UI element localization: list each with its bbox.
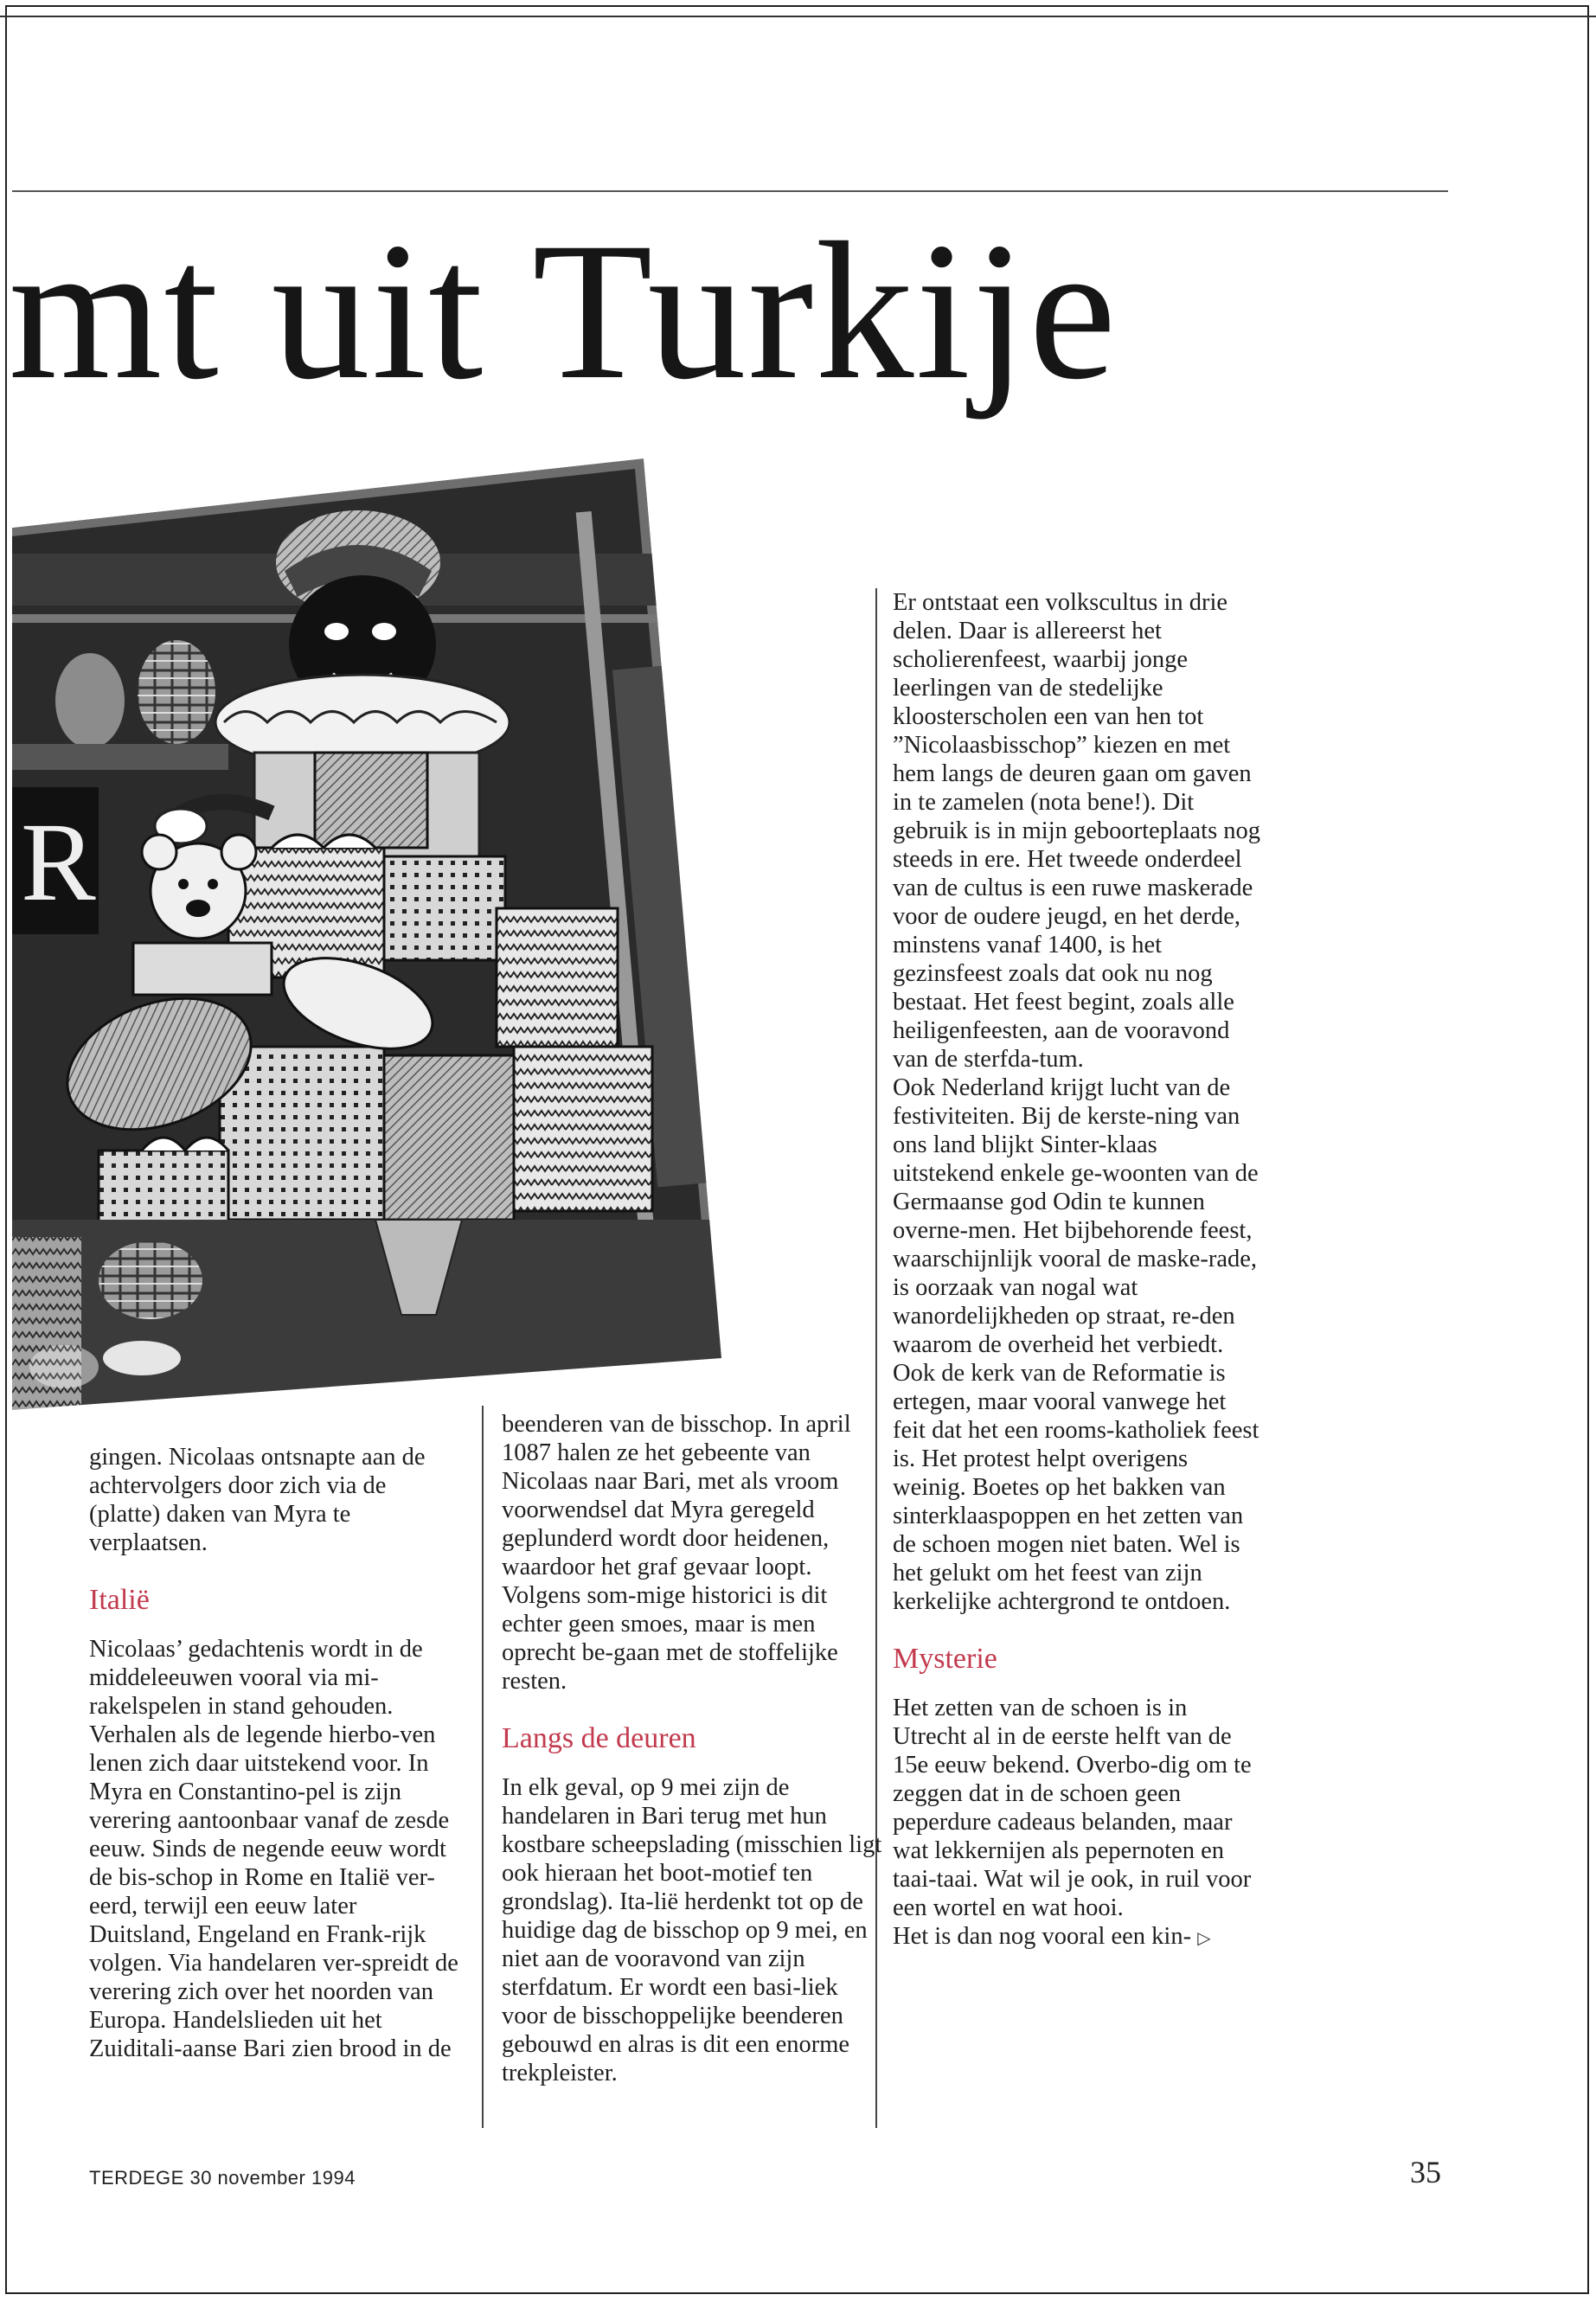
shop-window-photo	[12, 458, 721, 1410]
left-paragraph-1: gingen. Nicolaas ontsnapte aan de achtervolgers door zich via de (platte) daken van Myra te verplaatsen.	[89, 1444, 426, 1556]
shop-window-illustration	[12, 458, 721, 1410]
middle-column	[502, 1410, 882, 2087]
right-column	[893, 588, 1265, 1953]
continue-arrow-icon: ▷	[1197, 1929, 1211, 1948]
right-paragraph-1: Er ontstaat een volkscultus in drie delen. Daar is allereerst het scholierenfeest, waarbij jonge leerlingen van de stedelijke kloosterscholen een van hen tot ”Nicolaasbisschop” kiezen en met hem langs de deuren gaan om gaven in te zamelen (nota bene!). Dit gebruik is in mijn geboorteplaats nog steeds in ere. Het tweede onderdeel van de cultus is een ruwe maskerade voor de oudere jeugd, en het derde, minstens vanaf 1400, is het gezinsfeest zoals dat ook nu nog bestaat. Het feest begint, zoals alle heiligenfeesten, aan de vooravond van de sterfda-tum.	[893, 589, 1261, 1073]
page-number: 35	[1410, 2155, 1441, 2189]
right-paragraph-2: Ook Nederland krijgt lucht van de festiviteiten. Bij de kerste-ning van ons land blijkt Sinter-klaas uitstekend enkele ge-woonten van de Germaanse god Odin te kunnen overne-men. Het bijbehorende feest, waarschijnlijk vooral de maske-rade, is oorzaak van nogal wat wanordelijkheden op straat, re-den waarom de overheid het verbiedt. Ook de kerk van de Reformatie is ertegen, maar vooral vanwege het feit dat het een rooms-katholiek feest is. Het protest helpt overigens weinig. Boetes op het bakken van sinterklaaspoppen en het zetten van de schoen mogen niet baten. Wel is het gelukt om het feest van zijn kerkelijke achtergrond te ontdoen.	[893, 1074, 1259, 1615]
left-column	[89, 1443, 461, 2063]
column-divider-left	[482, 1406, 484, 2128]
left-paragraph-2: Nicolaas’ gedachtenis wordt in de middeleeuwen vooral via mi-rakelspelen in stand gehouden. Verhalen als de legende hierbo-ven lenen zich daar uitstekend voor. In Myra en Constantino-pel is zijn verering aantoonbaar vanaf de zesde eeuw. Sinds de negende eeuw wordt de bis-schop in Rome en Italië ver-eerd, terwijl een eeuw later Duitsland, Engeland en Frank-rijk volgen. Via handelaren ver-spreidt de verering zich over het noorden van Europa. Handelslieden uit het Zuiditali-aanse Bari zien brood in de	[89, 1636, 458, 2062]
heading-mysterie: Mysterie	[893, 1643, 997, 1675]
footer-publication: TERDEGE 30 november 1994	[89, 2167, 356, 2189]
sign-letters: R	[21, 800, 96, 925]
headline-rule	[12, 190, 1448, 192]
right-paragraph-4	[893, 1922, 1265, 1953]
right-paragraph-4-text: Het is dan nog vooral een kin-	[893, 1923, 1192, 1950]
top-rule	[0, 16, 1596, 17]
middle-paragraph-2: In elk geval, op 9 mei zijn de handelaren in Bari terug met hun kostbare scheepslading (misschien ligt ook hieraan het boot-motief ten grondslag). Ita-lië herdenkt tot op de huidige dag de bisschop op 9 mei, en niet aan de vooravond van zijn sterfdatum. Er wordt een basi-liek voor de bisschoppelijke beenderen gebouwd en alras is dit een enorme trekpleister.	[502, 1774, 882, 2086]
heading-italie: Italië	[89, 1584, 150, 1616]
headline: mt uit Turkije	[9, 202, 1118, 420]
heading-langs-de-deuren: Langs de deuren	[502, 1722, 696, 1754]
right-paragraph-3: Het zetten van de schoen is in Utrecht al in de eerste helft van de 15e eeuw bekend. Overbo-dig om te zeggen dat in de schoen geen peperdure cadeaus belanden, maar wat lekkernijen als pepernoten en taai-taai. Wat wil je ook, in ruil voor een wortel en wat hooi.	[893, 1695, 1252, 1921]
middle-paragraph-1: beenderen van de bisschop. In april 1087 halen ze het gebeente van Nicolaas naar Bari, met als vroom voorwendsel dat Myra geregeld geplunderd wordt door heidenen, waardoor het graf gevaar loopt. Volgens som-mige historici is dit echter geen smoes, maar is men oprecht be-gaan met de stoffelijke resten.	[502, 1411, 851, 1695]
